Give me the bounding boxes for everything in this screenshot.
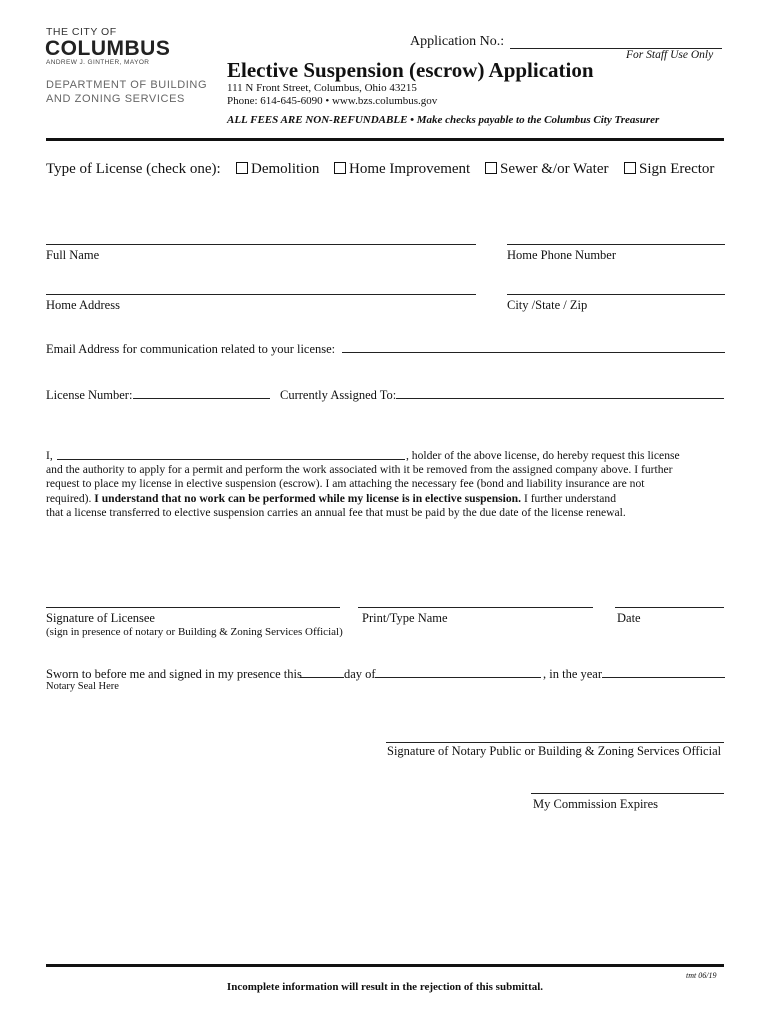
- demolition-checkbox[interactable]: [236, 162, 248, 174]
- commission-expires-label: My Commission Expires: [533, 797, 659, 811]
- footer-divider: [46, 964, 724, 967]
- logo-department-line2: AND ZONING SERVICES: [46, 93, 185, 105]
- statement-line3: request to place my license in elective suspension (escrow). I am attaching the necessary fee (bond and liability insurance are not: [46, 477, 645, 491]
- day-of-label: day of: [344, 667, 376, 681]
- logo-mayor: ANDREW J. GINTHER, MAYOR: [46, 59, 150, 66]
- home-address-field[interactable]: [46, 294, 476, 295]
- application-no-label: Application No.:: [410, 34, 505, 49]
- page-title: Elective Suspension (escrow) Application: [227, 58, 594, 82]
- home-phone-field[interactable]: [507, 244, 725, 245]
- option-demolition-label: Demolition: [251, 161, 320, 177]
- statement-name-field[interactable]: [57, 459, 405, 460]
- statement-line4-pre: required).: [46, 491, 92, 505]
- logo-the-city-of: THE CITY OF: [46, 26, 117, 38]
- statement-i: I,: [46, 449, 53, 462]
- assigned-to-label: Currently Assigned To:: [280, 388, 397, 402]
- option-demolition[interactable]: [236, 161, 319, 178]
- option-sign-erector-label: Sign Erector: [639, 161, 715, 177]
- print-name-label: Print/Type Name: [362, 611, 448, 625]
- sworn-day-field[interactable]: [300, 677, 344, 678]
- home-address-label: Home Address: [46, 298, 120, 312]
- logo-department: [46, 78, 207, 106]
- statement-line2: and the authority to apply for a permit and perform the work associated with it be removed from the assigned company above. I further: [46, 463, 673, 476]
- phone-web-text: Phone: 614-645-6090 • www.bzs.columbus.gov: [227, 95, 438, 107]
- notary-signature-field[interactable]: [386, 742, 724, 743]
- statement-holder: , holder of the above license, do hereby request this license: [406, 449, 680, 462]
- option-sign-erector[interactable]: [624, 161, 714, 178]
- notary-signature-label: Signature of Notary Public or Building & Zoning Services Official: [387, 744, 722, 758]
- licensee-signature-note: (sign in presence of notary or Building & Zoning Services Official): [46, 626, 343, 638]
- print-name-field[interactable]: [358, 607, 593, 608]
- email-label: Email Address for communication related to your license:: [46, 342, 336, 356]
- statement-line4-post: I further understand: [523, 491, 617, 505]
- option-sewer-water-label: Sewer &/or Water: [500, 161, 609, 177]
- full-name-label: Full Name: [46, 248, 100, 262]
- staff-use-note: For Staff Use Only: [626, 49, 714, 61]
- statement-body: [46, 463, 746, 520]
- license-type-label: Type of License (check one):: [46, 161, 221, 177]
- form-code: tmt 06/19: [686, 971, 717, 980]
- footer-warning: Incomplete information will result in the rejection of this submittal.: [226, 981, 544, 993]
- statement-line5: that a license transferred to elective suspension carries an annual fee that must be paid by the due date of the license renewal.: [46, 505, 626, 519]
- email-field[interactable]: [342, 352, 725, 353]
- address-text: 111 N Front Street, Columbus, Ohio 43215: [227, 82, 417, 94]
- sworn-label: Sworn to before me and signed in my presence this: [46, 667, 302, 681]
- city-state-zip-field[interactable]: [507, 294, 725, 295]
- header-divider: [46, 138, 724, 141]
- option-sewer-water[interactable]: [485, 161, 608, 178]
- sworn-month-field[interactable]: [375, 677, 541, 678]
- notary-seal-label: Notary Seal Here: [46, 681, 119, 692]
- city-state-zip-label: City /State / Zip: [507, 298, 588, 312]
- date-field[interactable]: [615, 607, 724, 608]
- assigned-to-field[interactable]: [396, 398, 724, 399]
- full-name-field[interactable]: [46, 244, 476, 245]
- fees-notice: ALL FEES ARE NON-REFUNDABLE • Make checks payable to the Columbus City Treasurer: [227, 114, 660, 126]
- statement-warning: I understand that no work can be performed while my license is in elective suspension.: [94, 491, 522, 505]
- option-home-improvement-label: Home Improvement: [349, 161, 471, 177]
- logo-columbus: COLUMBUS: [45, 37, 171, 60]
- license-number-field[interactable]: [133, 398, 270, 399]
- home-phone-label: Home Phone Number: [507, 248, 617, 262]
- home-improvement-checkbox[interactable]: [334, 162, 346, 174]
- sign-erector-checkbox[interactable]: [624, 162, 636, 174]
- date-label: Date: [617, 611, 641, 625]
- statement-line4: [46, 492, 746, 506]
- licensee-signature-label: Signature of Licensee: [46, 611, 155, 625]
- sewer-water-checkbox[interactable]: [485, 162, 497, 174]
- in-the-year-label: , in the year: [543, 667, 603, 681]
- logo-department-line1: DEPARTMENT OF BUILDING: [46, 79, 208, 91]
- sworn-year-field[interactable]: [602, 677, 725, 678]
- option-home-improvement[interactable]: [334, 161, 470, 178]
- license-number-label: License Number:: [46, 388, 133, 402]
- licensee-signature-field[interactable]: [46, 607, 340, 608]
- commission-expires-field[interactable]: [531, 793, 724, 794]
